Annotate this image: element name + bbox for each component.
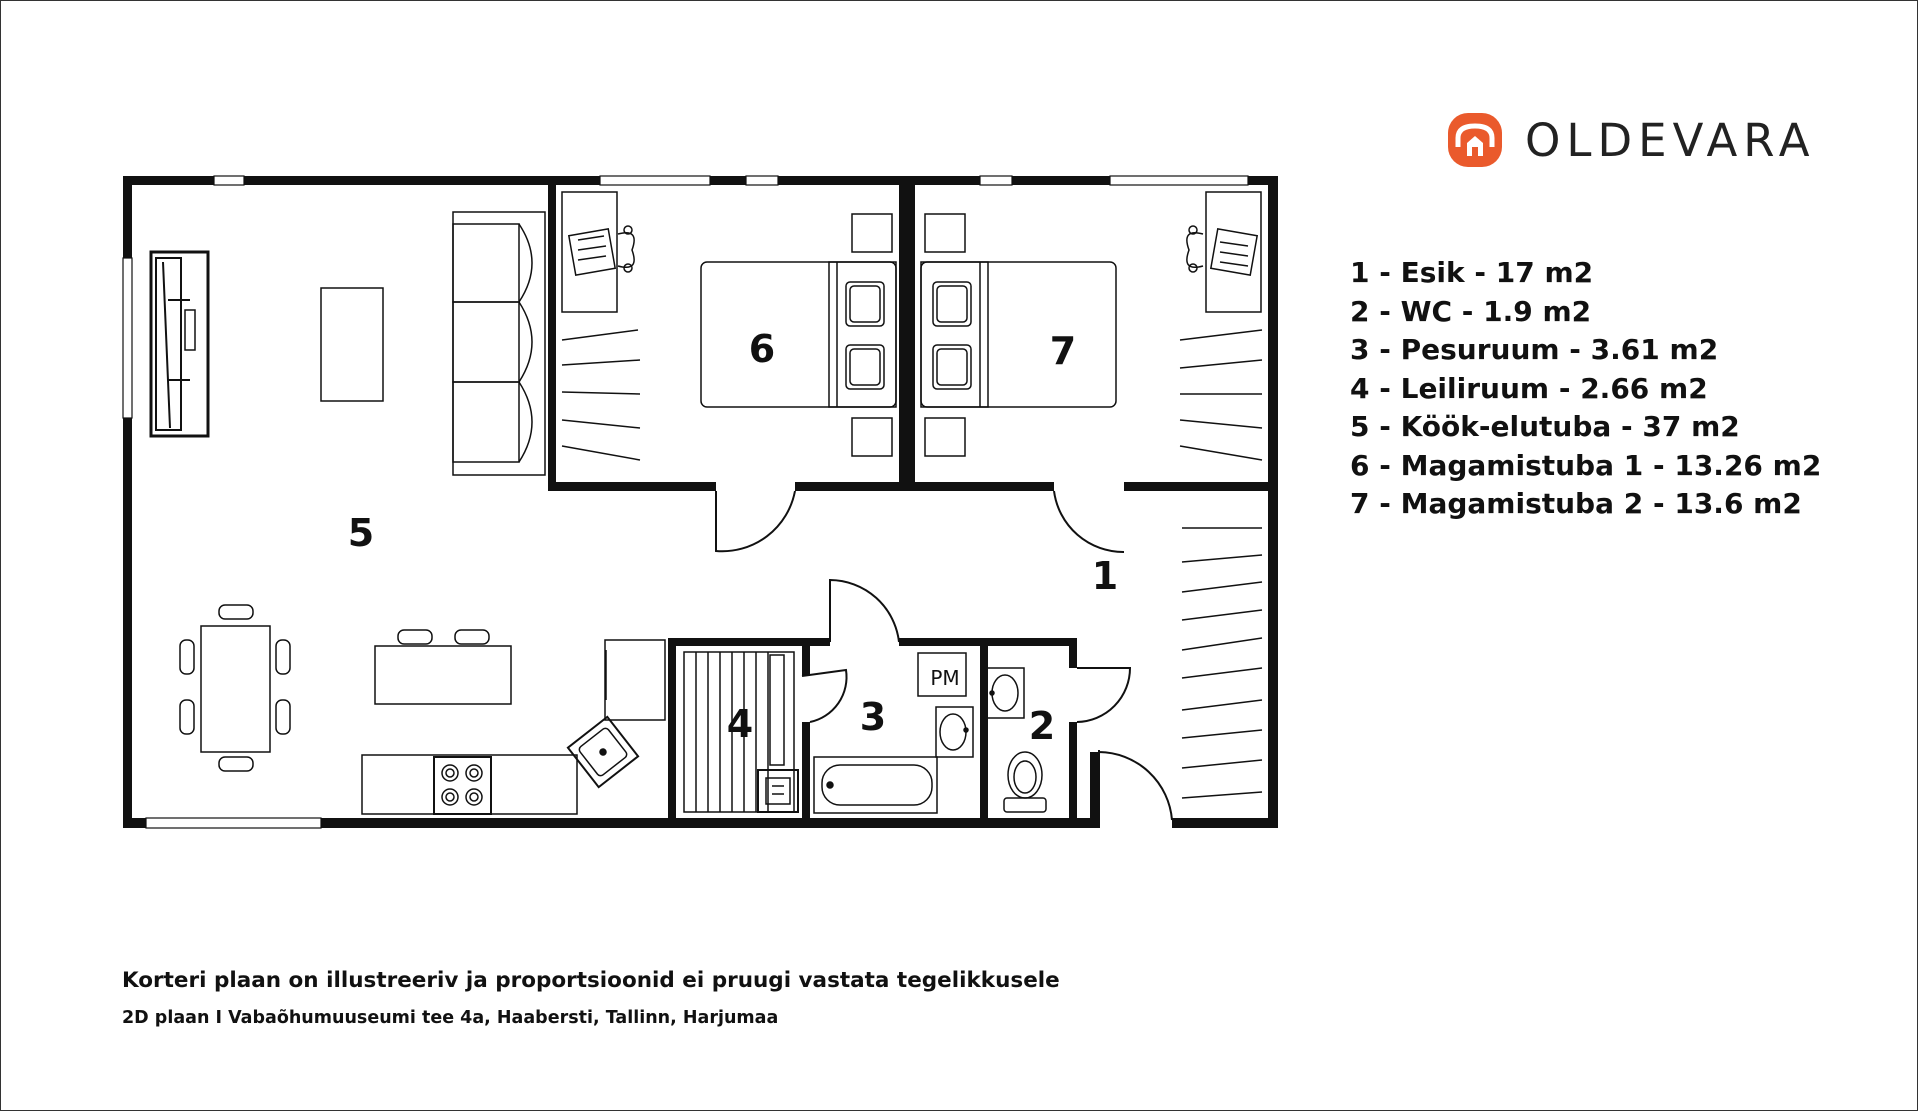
room-number-2: 2 (1028, 704, 1056, 748)
pm-label: PM (930, 666, 960, 690)
hallway-wardrobe-icon (1182, 528, 1262, 798)
sofa-icon (453, 212, 545, 475)
kitchen-counter-icon (362, 640, 665, 814)
kitchen-island-icon (375, 630, 511, 704)
brand-name: OLDEVARA (1525, 113, 1816, 167)
bathtub-icon (814, 757, 937, 813)
wc-sink-icon (987, 668, 1024, 718)
room-number-4: 4 (726, 702, 754, 746)
legend-item: 1 - Esik - 17 m2 (1350, 256, 1594, 289)
legend-item: 7 - Magamistuba 2 - 13.6 m2 (1350, 487, 1802, 520)
house-in-speech-bubble-icon (1447, 112, 1503, 168)
legend-item: 4 - Leiliruum - 2.66 m2 (1350, 371, 1708, 405)
bathroom-sink-icon (936, 707, 973, 757)
desk-icon (1187, 192, 1261, 312)
room-number-3: 3 (859, 695, 887, 739)
wardrobe-icon (1180, 330, 1262, 460)
desk-icon (562, 192, 634, 312)
legend-item: 3 - Pesuruum - 3.61 m2 (1350, 333, 1719, 366)
coffee-table-icon (321, 288, 383, 401)
nightstand-icon (925, 214, 965, 252)
dining-table-icon (180, 605, 290, 771)
room-number-5: 5 (347, 511, 375, 555)
double-bed-icon (701, 262, 896, 407)
legend-item: 5 - Köök-elutuba - 37 m2 (1350, 410, 1740, 443)
brand-logo[interactable] (1447, 112, 1816, 168)
windows (123, 176, 1248, 828)
legend-item: 6 - Magamistuba 1 - 13.26 m2 (1350, 448, 1822, 482)
double-bed-icon (921, 262, 1116, 407)
wardrobe-icon (562, 330, 640, 460)
nightstand-icon (925, 418, 965, 456)
nightstand-icon (852, 418, 892, 456)
toilet-icon (1004, 752, 1046, 812)
tv-stand-icon (151, 252, 208, 436)
room-number-6: 6 (748, 327, 776, 371)
sauna-stove-icon (758, 770, 798, 812)
nightstand-icon (852, 214, 892, 252)
stove-icon (434, 757, 491, 814)
room-number-7: 7 (1049, 329, 1077, 373)
kitchen-sink-icon (568, 717, 638, 787)
room-legend (1350, 254, 1821, 524)
legend-item: 2 - WC - 1.9 m2 (1350, 294, 1592, 328)
room-number-1: 1 (1091, 554, 1119, 598)
address-text: 2D plaan I Vabaõhumuuseumi tee 4a, Haabersti, Tallinn, Harjumaa (122, 1008, 779, 1028)
disclaimer-text: Korteri plaan on illustreeriv ja proportsioonid ei pruugi vastata tegelikkusele (122, 968, 1060, 993)
